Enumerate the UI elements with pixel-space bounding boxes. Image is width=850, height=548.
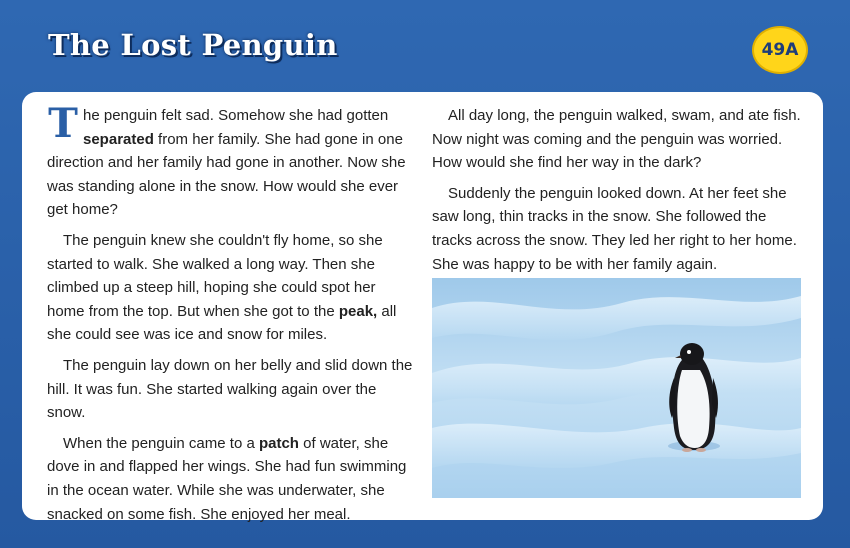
story-column-right xyxy=(432,104,802,276)
drop-cap: T xyxy=(48,100,78,147)
card-number-badge: 49A xyxy=(752,26,808,74)
paragraph-2 xyxy=(47,229,417,347)
vocab-word-separated: separated xyxy=(83,130,154,148)
paragraph-4-text-a: When the penguin came to a xyxy=(63,434,259,452)
story-panel xyxy=(22,92,823,523)
story-column-left xyxy=(47,100,417,526)
paragraph-1 xyxy=(47,100,417,222)
penguin-photo xyxy=(432,278,801,498)
paragraph-1-text-b: from her family. She had gone in one direction and her family had gone in another. Now she was standing alone in the snow. How would she ever get home? xyxy=(47,130,406,219)
penguin-snow-illustration xyxy=(432,278,801,498)
vocab-word-peak: peak, xyxy=(338,302,378,320)
paragraph-3: The penguin lay down on her belly and slid down the hill. It was fun. She started walking again over the snow. xyxy=(47,356,413,422)
paragraph-1-text-a: he penguin felt sad. Somehow she had gotten xyxy=(83,107,389,124)
paragraph-2-text-b: all she could see was ice and snow for miles. xyxy=(47,302,397,344)
paragraph-6: Suddenly the penguin looked down. At her feet she saw long, thin tracks in the snow. She followed the tracks across the snow. They led her right to her home. She was happy to be with her family again. xyxy=(432,184,797,273)
page-title: The Lost Penguin xyxy=(48,28,338,62)
paragraph-4 xyxy=(47,432,417,526)
paragraph-2-text-a: The penguin knew she couldn't fly home, so she started to walk. She walked a long way. Then she climbed up a steep hill, hoping she could spot her home from the top. But when she got to the xyxy=(47,231,383,320)
vocab-word-patch: patch xyxy=(258,434,299,452)
paragraph-4-text-b: of water, she dove in and flapped her wings. She had fun swimming in the ocean water. While she was underwater, she snacked on some fish. She enjoyed her meal. xyxy=(47,434,407,523)
paragraph-5: All day long, the penguin walked, swam, and ate fish. Now night was coming and the penguin was worried. How would she find her way in the dark? xyxy=(432,107,801,172)
